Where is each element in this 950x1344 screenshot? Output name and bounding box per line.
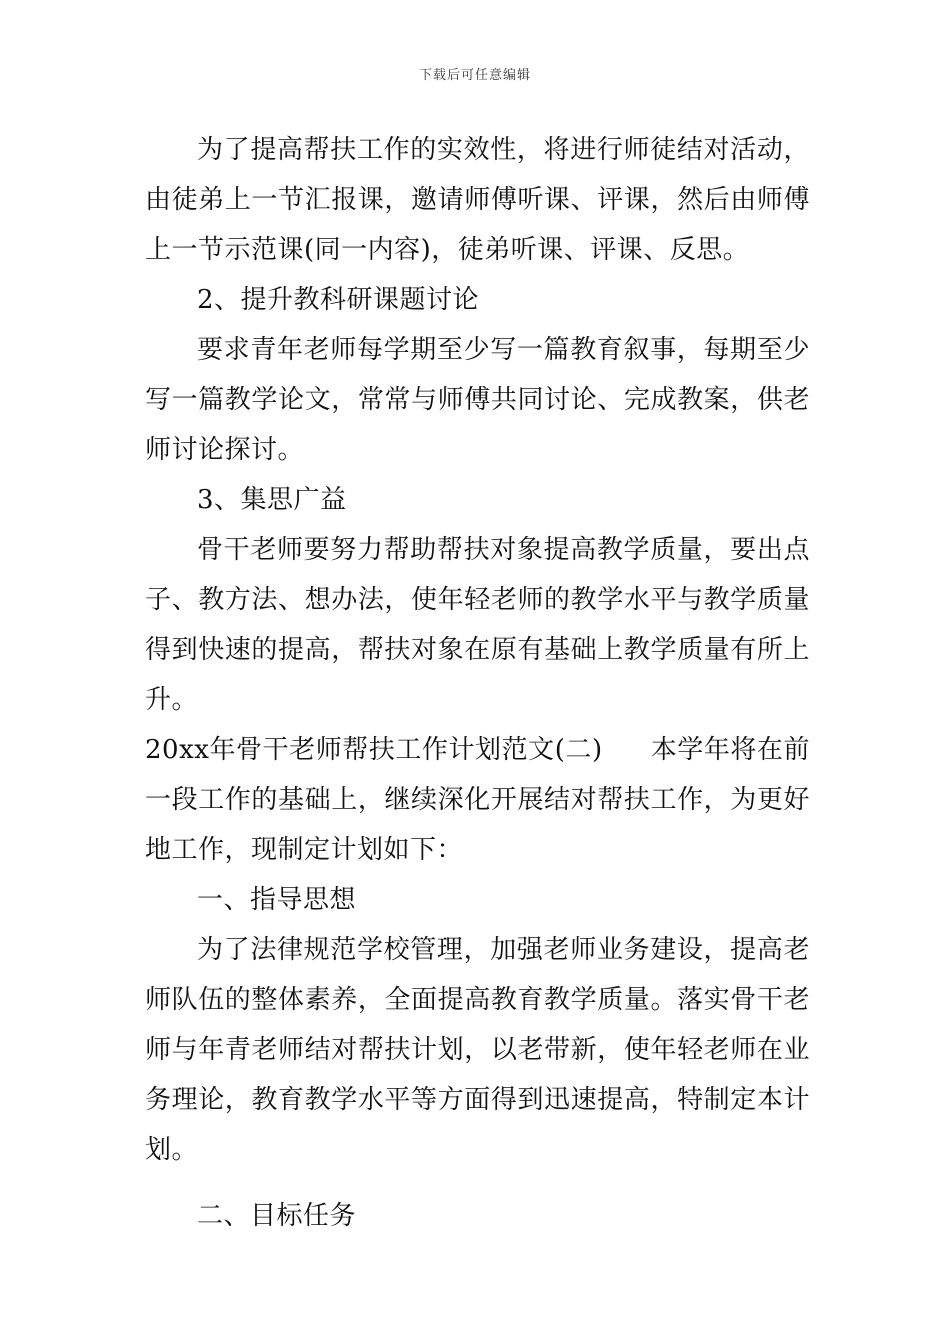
paragraph-research: 要求青年老师每学期至少写一篇教育叙事，每期至少写一篇教学论文，常常与师傅共同讨论、完成教案，供老师讨论探讨。	[145, 335, 810, 465]
plan-intro-text: 本学年将在前一段工作的基础上，继续深化开展结对帮扶工作，为更好地工作，现制定计划如下：	[145, 735, 810, 865]
document-subtitle: 20xx年骨干老师帮扶工作计划范文(二)	[145, 735, 603, 765]
page-header: 下载后可任意编辑	[418, 68, 531, 83]
paragraph-guiding-idea: 为了法律规范学校管理，加强老师业务建设，提高老师队伍的整体素养，全面提高教育教学质量。落实骨干老师与年青老师结对帮扶计划，以老带新，使年轻老师在业务理论，教育教学水平等方面得到迅速提高，特制定本计划。	[145, 935, 810, 1165]
paragraph-plan-intro	[145, 725, 810, 875]
section-heading-goals: 二、目标任务	[197, 1201, 357, 1231]
paragraph-mentoring-activity: 为了提高帮扶工作的实效性，将进行师徒结对活动，由徒弟上一节汇报课，邀请师傅听课、评课，然后由师傅上一节示范课(同一内容)，徒弟听课、评课、反思。	[145, 135, 810, 265]
document-body	[145, 125, 810, 1241]
paragraph-brainstorm: 骨干老师要努力帮助帮扶对象提高教学质量，要出点子、教方法、想办法，使年轻老师的教学水平与教学质量得到快速的提高，帮扶对象在原有基础上教学质量有所上升。	[145, 535, 810, 715]
section-heading-brainstorm: 3、集思广益	[197, 485, 347, 515]
section-heading-guiding-idea: 一、指导思想	[197, 885, 357, 915]
section-heading-research: 2、提升教科研课题讨论	[197, 285, 480, 315]
